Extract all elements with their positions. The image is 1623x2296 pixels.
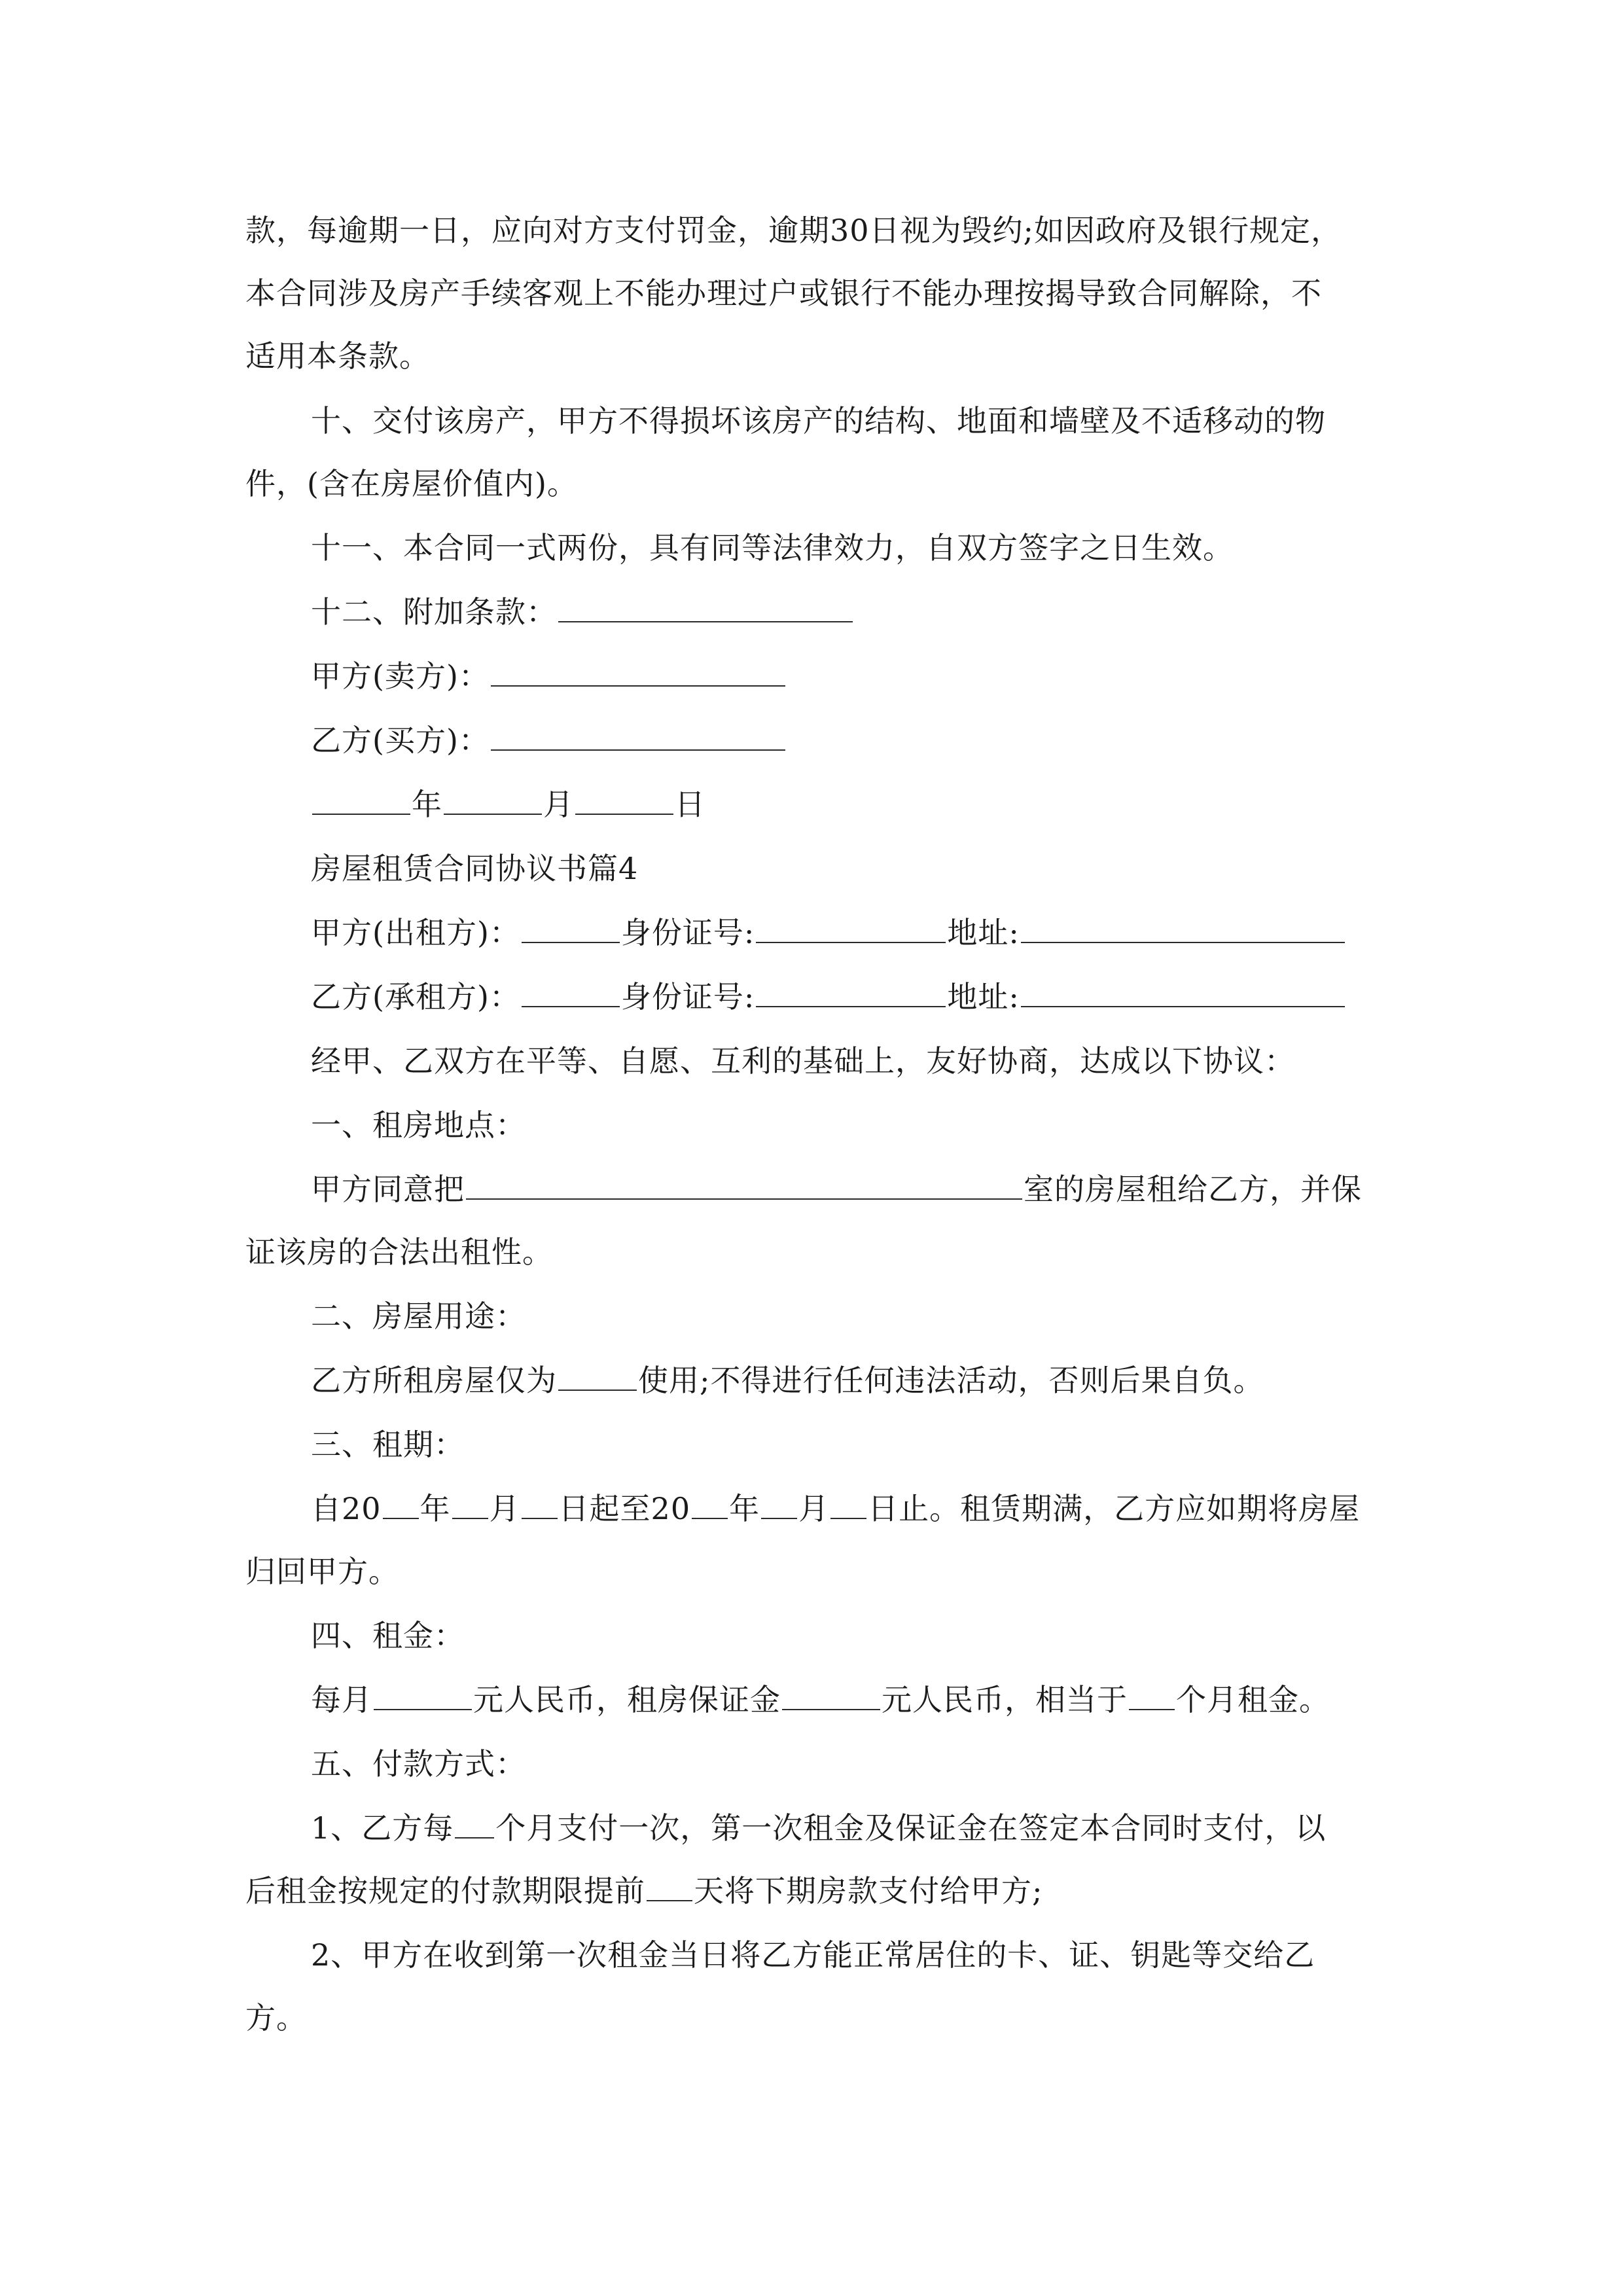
text: 归回甲方。 [245,1554,399,1589]
text: 身份证号: [620,915,755,950]
text: 地址: [947,915,1020,950]
blank-line [830,1489,866,1519]
text: 后租金按规定的付款期限提前 [245,1873,645,1909]
text: 使用;不得进行任何违法活动，否则后果自负。 [638,1363,1264,1398]
text-line [311,1105,1463,1145]
text: 十二、附加条款： [311,594,557,630]
blank-line [558,592,853,622]
text-line [245,211,1397,250]
text: 自20 [311,1491,382,1526]
text: 室的房屋租给乙方，并保 [1024,1172,1362,1207]
blank-line [312,785,410,815]
text: 乙方(承租方)： [311,979,520,1014]
text-line [311,913,1463,952]
text: 日 [675,787,705,822]
text: 日起至20 [558,1491,691,1526]
text: 甲方(卖方)： [311,658,490,694]
blank-line [444,785,542,815]
blank-line [522,977,620,1007]
text: 证该房的合法出租性。 [245,1234,553,1270]
text: 身份证号: [620,979,755,1014]
text-line [311,592,1463,632]
blank-line [692,1489,728,1519]
text: 乙方(买方)： [311,723,490,758]
text: 年 [729,1491,760,1526]
blank-line [1021,977,1345,1007]
text-line [245,1998,1397,2037]
blank-line [575,785,673,815]
text: 地址: [947,979,1020,1014]
blank-line [756,977,946,1007]
blank-line [558,1361,637,1391]
text-line [245,336,1397,376]
text-line [311,528,1463,567]
blank-line [756,913,946,943]
text-line [311,1361,1463,1400]
text: 1、乙方每 [311,1810,454,1846]
text: 四、租金： [311,1618,465,1653]
text: 五、付款方式： [311,1746,526,1782]
text-line [311,1808,1463,1848]
blank-line [1021,913,1345,943]
blank-line [491,656,785,687]
text: 日止。租赁期满，乙方应如期将房屋 [868,1491,1361,1526]
text: 月 [798,1491,830,1526]
text: 个月租金。 [1176,1682,1330,1717]
text-line [311,1935,1463,1975]
blank-line [383,1489,419,1519]
text: 元人民币，租房保证金 [473,1682,781,1717]
text: 十、交付该房产，甲方不得损坏该房产的结构、地面和墙壁及不适移动的物 [311,403,1326,439]
text: 甲方同意把 [311,1172,465,1207]
text: 个月支付一次，第一次租金及保证金在签定本合同时支付，以 [495,1810,1327,1846]
text-line [311,401,1463,440]
text: 十一、本合同一式两份，具有同等法律效力，自双方签字之日生效。 [311,530,1234,565]
blank-line [452,1489,488,1519]
text-line [311,1680,1463,1719]
text-line [311,721,1463,760]
text: 月 [543,787,574,822]
blank-line [522,1489,558,1519]
text: 年 [419,1491,451,1526]
text-line [311,1425,1463,1464]
text: 三、租期： [311,1427,465,1462]
text: 经甲、乙双方在平等、自愿、互利的基础上，友好协商，达成以下协议： [311,1043,1295,1079]
text: 款，每逾期一日，应向对方支付罚金，逾期30日视为毁约;如因政府及银行规定， [245,213,1342,248]
blank-line [782,1680,880,1710]
text-line [245,464,1397,503]
text: 二、房屋用途： [311,1299,526,1334]
text: 一、租房地点： [311,1107,526,1143]
text-line [245,274,1397,313]
text-line [311,1297,1463,1336]
text: 乙方所租房屋仅为 [311,1363,557,1398]
text: 元人民币，相当于 [882,1682,1128,1717]
text-line [311,1170,1463,1209]
text: 月 [489,1491,520,1526]
text: 房屋租赁合同协议书篇4 [311,851,639,886]
text-line [311,1489,1463,1528]
text: 2、甲方在收到第一次租金当日将乙方能正常居住的卡、证、钥匙等交给乙 [311,1937,1315,1973]
text: 年 [412,787,442,822]
blank-line [491,721,785,751]
text: 适用本条款。 [245,338,430,374]
blank-line [522,913,620,943]
text: 件，(含在房屋价值内)。 [245,466,578,501]
blank-line [761,1489,797,1519]
text-line [245,1871,1397,1910]
blank-line [647,1871,692,1901]
section-title [311,849,1463,888]
text-line [311,656,1463,696]
text-line [245,1232,1397,1272]
text: 天将下期房款支付给甲方; [694,1873,1043,1909]
text: 方。 [245,2000,307,2036]
blank-line [466,1170,1022,1200]
text-line [311,1744,1463,1784]
text-line [245,1552,1397,1591]
text: 本合同涉及房产手续客观上不能办理过户或银行不能办理按揭导致合同解除，不 [245,276,1322,311]
text: 甲方(出租方)： [311,915,520,950]
blank-line [455,1808,494,1839]
blank-line [1129,1680,1175,1710]
blank-line [374,1680,472,1710]
text-line [311,1616,1463,1655]
text-line [311,1041,1463,1081]
date-line [311,785,1463,824]
text-line [311,977,1463,1016]
text: 每月 [311,1682,372,1717]
